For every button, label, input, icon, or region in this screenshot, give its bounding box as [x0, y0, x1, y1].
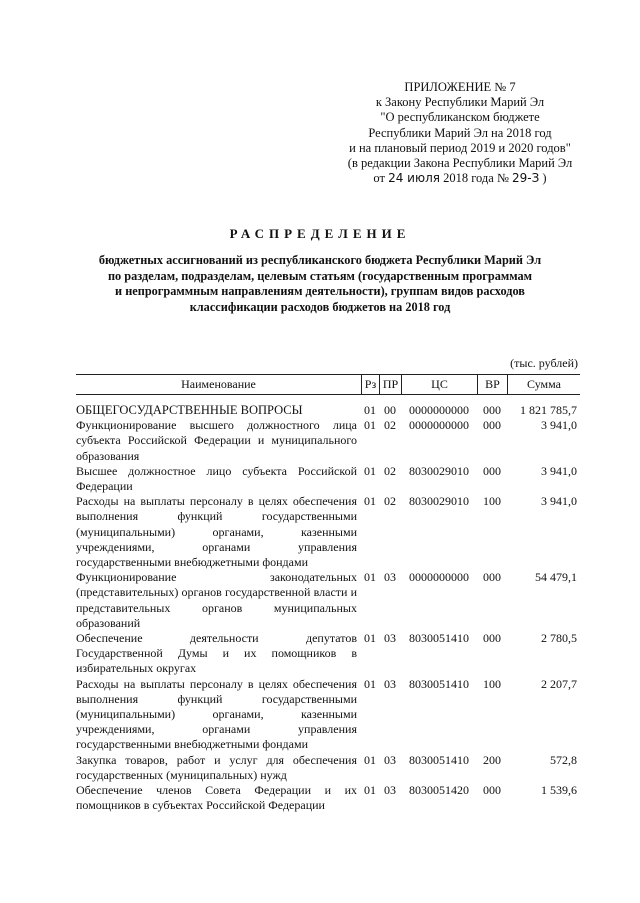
row-rz: 01 [364, 631, 376, 646]
row-rz: 01 [364, 494, 376, 509]
row-cs: 8030051410 [409, 752, 469, 767]
row-pr: 03 [384, 631, 396, 646]
row-rz: 01 [364, 783, 376, 798]
subtitle-line: по разделам, подразделам, целевым статьям (государственным программам [107, 268, 533, 283]
appendix-line: Республики Марий Эл на 2018 год [368, 125, 552, 140]
row-vr: 000 [483, 463, 501, 478]
row-vr: 200 [483, 752, 501, 767]
row-name: Закупка товаров, работ и услуг для обеспечения государственных (муниципальных) нужд [76, 752, 357, 782]
row-sum: 3 941,0 [541, 463, 577, 478]
row-rz: 01 [364, 676, 376, 691]
row-name: Обеспечение членов Совета Федерации и их помощников в субъектах Российской Федерации [76, 783, 357, 813]
appendix-date-line [335, 171, 585, 186]
row-vr: 000 [483, 570, 501, 585]
header-vr: ВР [477, 375, 507, 394]
row-sum: 2 207,7 [541, 676, 577, 691]
row-cs: 8030051410 [409, 631, 469, 646]
header-name: Наименование [181, 377, 256, 391]
handwritten-date: 24 июля [388, 171, 440, 186]
appendix-block [335, 80, 585, 186]
date-year: 2018 года № [443, 171, 509, 186]
row-vr: 100 [483, 494, 501, 509]
document-title: РАСПРЕДЕЛЕНИЕ [229, 226, 411, 241]
row-name: Расходы на выплаты персоналу в целях обеспечения выполнения функций государственными (муниципальными) органами, казенными учреждениями, органами управления государственными внебюджетными фондами [76, 676, 357, 752]
table-body [76, 403, 580, 813]
document-subtitle [60, 253, 580, 315]
row-cs: 8030029010 [409, 463, 469, 478]
row-sum: 54 479,1 [535, 570, 577, 585]
row-sum: 2 780,5 [541, 631, 577, 646]
row-sum: 572,8 [550, 752, 577, 767]
row-name: ОБЩЕГОСУДАРСТВЕННЫЕ ВОПРОСЫ [76, 403, 303, 417]
row-rz: 01 [364, 752, 376, 767]
header-pr: ПР [379, 375, 401, 394]
row-vr: 000 [483, 418, 501, 433]
date-suffix: ) [542, 171, 547, 186]
appendix-line: и на плановый период 2019 и 2020 годов" [349, 140, 571, 155]
units-label: (тыс. рублей) [510, 356, 578, 370]
row-vr: 000 [483, 403, 501, 417]
row-pr: 03 [384, 676, 396, 691]
table-row [76, 403, 580, 418]
row-sum: 3 941,0 [541, 494, 577, 509]
table-row [76, 494, 580, 570]
row-rz: 01 [364, 570, 376, 585]
row-cs: 8030029010 [409, 494, 469, 509]
row-pr: 02 [384, 494, 396, 509]
appendix-line: ПРИЛОЖЕНИЕ № 7 [404, 80, 516, 94]
row-name: Функционирование законодательных (представительных) органов государственной власти и представительных органов муниципальных образований [76, 570, 357, 630]
row-cs: 0000000000 [409, 418, 469, 433]
row-vr: 100 [483, 676, 501, 691]
row-sum: 3 941,0 [541, 418, 577, 433]
appendix-line: к Закону Республики Марий Эл [375, 95, 545, 110]
subtitle-line: классификации расходов бюджетов на 2018 год [189, 299, 451, 314]
date-prefix: от [373, 171, 385, 186]
row-name: Функционирование высшего должностного лица субъекта Российской Федерации и муниципального образования [76, 418, 357, 463]
row-cs: 8030051410 [409, 676, 469, 691]
budget-table [76, 374, 580, 813]
table-row [76, 677, 580, 753]
row-name: Обеспечение деятельности депутатов Государственной Думы и их помощников в избирательных округах [76, 631, 357, 676]
subtitle-line: и непрограммным направлениям деятельности), группам видов расходов [115, 284, 525, 298]
handwritten-number: 29-З [512, 171, 540, 186]
appendix-line: "О республиканском бюджете [380, 110, 540, 125]
row-rz: 01 [364, 403, 376, 417]
table-row [76, 418, 580, 464]
subtitle-line: бюджетных ассигнований из республиканского бюджета Республики Марий Эл [98, 253, 542, 267]
row-sum: 1 539,6 [541, 783, 577, 798]
table-header [76, 374, 580, 395]
row-rz: 01 [364, 418, 376, 433]
row-name: Расходы на выплаты персоналу в целях обеспечения выполнения функций государственными (муниципальными) органами, казенными учреждениями, органами управления государственными внебюджетными фондами [76, 494, 357, 570]
table-row [76, 570, 580, 631]
row-vr: 000 [483, 783, 501, 798]
row-pr: 03 [384, 570, 396, 585]
row-cs: 0000000000 [409, 403, 469, 417]
row-cs: 8030051420 [409, 783, 469, 798]
row-vr: 000 [483, 631, 501, 646]
row-pr: 02 [384, 418, 396, 433]
header-sum: Сумма [507, 375, 580, 394]
row-sum: 1 821 785,7 [520, 403, 577, 417]
row-rz: 01 [364, 463, 376, 478]
table-row [76, 631, 580, 677]
row-pr: 03 [384, 752, 396, 767]
header-rz: Рз [361, 375, 379, 394]
table-row [76, 783, 580, 813]
row-name: Высшее должностное лицо субъекта Российской Федерации [76, 463, 357, 494]
row-pr: 02 [384, 463, 396, 478]
row-pr: 00 [384, 403, 396, 417]
table-row [76, 464, 580, 494]
row-cs: 0000000000 [409, 570, 469, 585]
row-pr: 03 [384, 783, 396, 798]
header-cs: ЦС [401, 375, 477, 394]
table-row [76, 753, 580, 783]
appendix-line: (в редакции Закона Республики Марий Эл [347, 156, 573, 171]
